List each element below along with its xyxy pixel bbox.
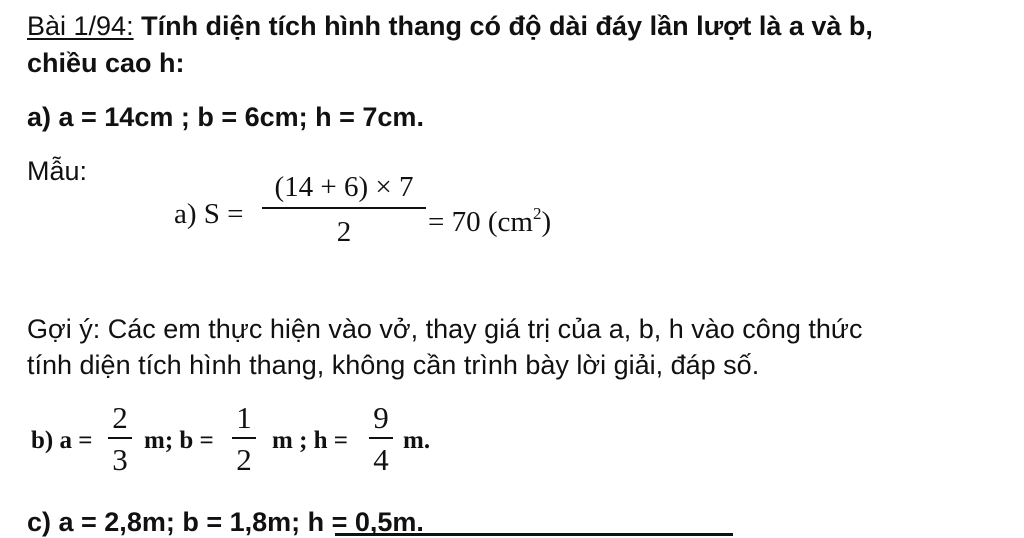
underline-rule bbox=[335, 533, 733, 536]
problem-title-line2: chiều cao h: bbox=[27, 48, 185, 78]
part-b-b-fraction bbox=[232, 401, 256, 477]
fraction-bar bbox=[369, 437, 393, 439]
part-b-h-fraction bbox=[369, 401, 393, 477]
fraction-bar bbox=[262, 207, 426, 209]
fraction-bar bbox=[232, 437, 256, 439]
example-label: Mẫu: bbox=[27, 156, 88, 186]
formula-result-close: ) bbox=[541, 206, 552, 238]
fraction-bar bbox=[108, 437, 132, 439]
formula-numerator: (14 + 6) × 7 bbox=[274, 171, 414, 203]
hint-line1: Gợi ý: Các em thực hiện vào vở, thay giá trị của a, b, h vào công thức bbox=[27, 314, 863, 344]
part-b-a-numerator: 2 bbox=[112, 400, 128, 435]
problem-heading bbox=[27, 10, 873, 42]
part-b-suffix: m. bbox=[403, 427, 431, 454]
formula-exponent: 2 bbox=[532, 204, 542, 223]
formula-result-text: = 70 (cm bbox=[428, 206, 533, 238]
part-b-a-fraction bbox=[108, 401, 132, 477]
formula-prefix: a) S = bbox=[174, 198, 244, 230]
hint-line2: tính diện tích hình thang, không cần trình bày lời giải, đáp số. bbox=[27, 350, 760, 380]
part-b-h-label: m ; h = bbox=[272, 427, 349, 454]
formula-denominator: 2 bbox=[336, 216, 352, 248]
part-c: c) a = 2,8m; b = 1,8m; h = 0,5m. bbox=[27, 507, 424, 537]
problem-number: Bài 1/94: bbox=[27, 11, 134, 41]
part-b-b-numerator: 1 bbox=[236, 400, 252, 435]
part-a: a) a = 14cm ; b = 6cm; h = 7cm. bbox=[27, 102, 424, 132]
part-b-prefix: b) a = bbox=[31, 427, 93, 454]
formula-result bbox=[428, 197, 551, 239]
formula-fraction bbox=[262, 170, 426, 249]
part-b-a-denominator: 3 bbox=[112, 442, 128, 477]
part-b-b-denominator: 2 bbox=[236, 442, 252, 477]
part-b-h-numerator: 9 bbox=[373, 400, 389, 435]
part-b-h-denominator: 4 bbox=[373, 442, 389, 477]
problem-title-line1: Tính diện tích hình thang có độ dài đáy lần lượt là a và b, bbox=[133, 11, 873, 41]
part-b-b-label: m; b = bbox=[144, 427, 214, 454]
